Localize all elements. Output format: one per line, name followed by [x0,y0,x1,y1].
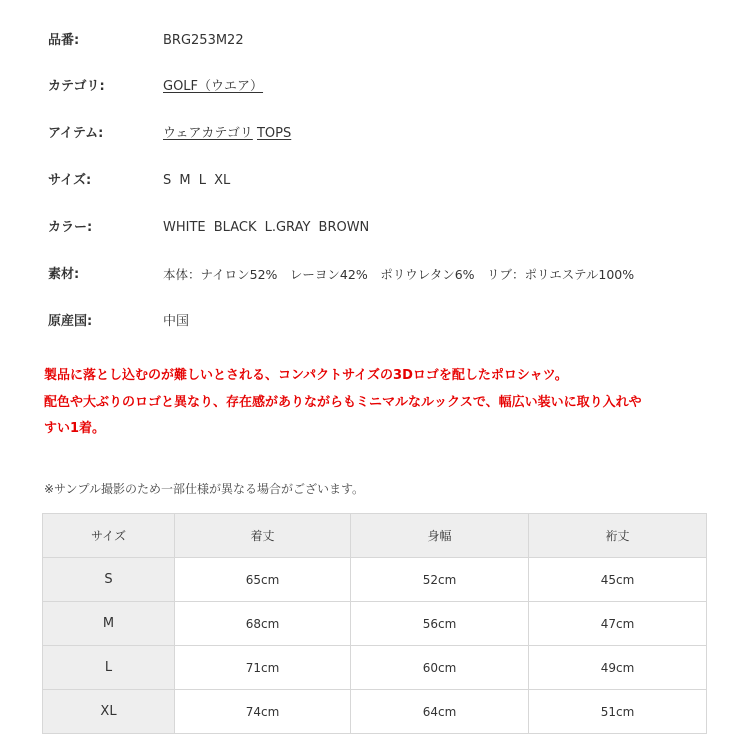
spec-row-product-no [0,29,750,53]
spec-label-category: カテゴリ: [48,79,105,94]
table-row [43,558,707,602]
row-width: 64cm [351,690,529,734]
item-category-link[interactable]: ウェアカテゴリ [163,126,253,141]
description-line: すい1着。 [44,421,106,436]
header-sleeve: 裄丈 [529,514,707,558]
table-row [43,646,707,690]
spec-row-item [0,122,750,146]
spec-row-color [0,216,750,240]
spec-label-material: 素材: [48,267,80,282]
row-sleeve: 49cm [529,646,707,690]
row-width: 56cm [351,602,529,646]
spec-value-size: S M L XL [163,173,231,188]
row-width: 60cm [351,646,529,690]
spec-row-category [0,75,750,99]
spec-value-material: 本体：ナイロン52% レーヨン42% ポリウレタン6% リブ：ポリエステル100% [163,267,635,282]
spec-label-origin: 原産国: [48,314,93,329]
spec-label-product-no: 品番: [48,33,80,48]
spec-label-item: アイテム: [48,126,104,141]
row-sleeve: 51cm [529,690,707,734]
row-sleeve: 45cm [529,558,707,602]
sample-note: ※サンプル撮影のため一部仕様が異なる場合がございます。 [44,482,365,496]
size-table [42,513,707,734]
row-size-label: L [43,646,175,690]
category-link[interactable]: GOLF（ウエア） [163,79,264,94]
spec-value-origin: 中国 [163,314,190,329]
row-size-label: M [43,602,175,646]
row-length: 68cm [175,602,351,646]
header-width: 身幅 [351,514,529,558]
row-length: 71cm [175,646,351,690]
table-row [43,602,707,646]
header-size: サイズ [43,514,175,558]
spec-value-product-no: BRG253M22 [163,33,244,48]
spec-row-origin [0,310,750,334]
product-description [44,363,714,443]
row-length: 74cm [175,690,351,734]
spec-row-material [0,263,750,287]
spec-value-item [163,122,291,146]
spec-label-size: サイズ: [48,173,92,188]
spec-label-color: カラー: [48,220,93,235]
spec-value-color: WHITE BLACK L.GRAY BROWN [163,220,370,235]
size-table-header-row [43,514,707,558]
row-size-label: XL [43,690,175,734]
item-tops-link[interactable]: TOPS [256,126,292,141]
row-width: 52cm [351,558,529,602]
row-size-label: S [43,558,175,602]
description-line: 配色や大ぶりのロゴと異なり、存在感がありながらもミニマルなルックスで、幅広い装いに取り入れや [44,394,642,410]
row-length: 65cm [175,558,351,602]
spec-row-size [0,169,750,193]
table-row [43,690,707,734]
row-sleeve: 47cm [529,602,707,646]
header-length: 着丈 [175,514,351,558]
description-line: 製品に落とし込むのが難しいとされる、コンパクトサイズの3Dロゴを配したポロシャツ。 [44,368,568,383]
